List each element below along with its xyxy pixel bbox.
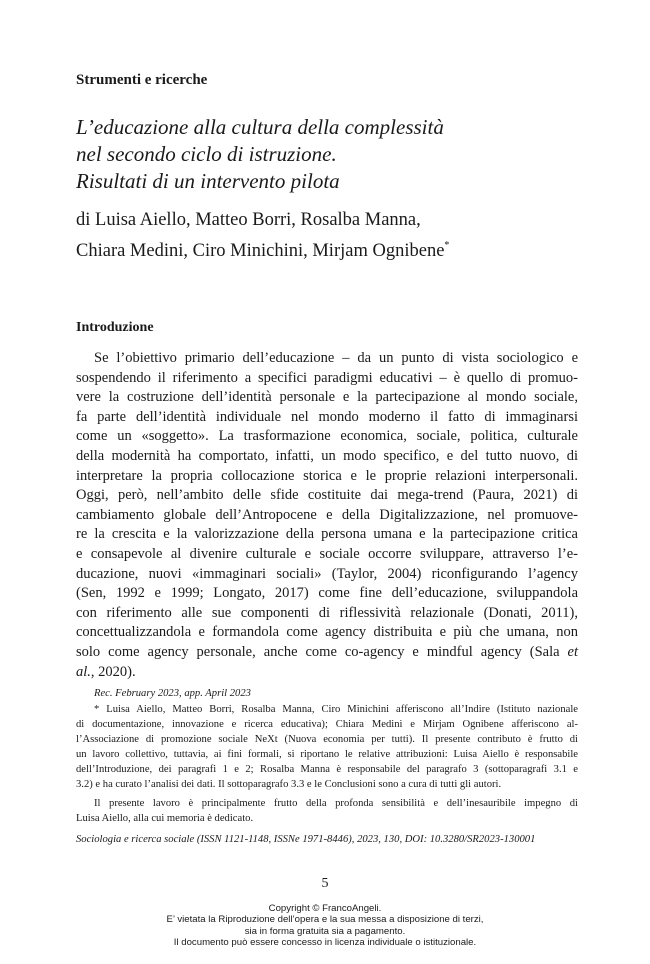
- title-line: Risultati di un intervento pilota: [76, 169, 340, 193]
- copyright-line: sia in forma gratuita sia a pagamento.: [244, 925, 406, 937]
- authors-line: Chiara Medini, Ciro Minichini, Mirjam Ognibene: [76, 241, 445, 261]
- page-number: 5: [321, 876, 329, 891]
- copyright-notice: [0, 903, 650, 949]
- body-line: concettualizzandola e formandola come agency distribuita e più che umana, non: [76, 624, 578, 641]
- section-heading: Introduzione: [76, 320, 154, 335]
- body-line: della modernità ha comportato, infatti, un modo specifico, e del tutto nuovo, di: [76, 447, 578, 464]
- citation-et: et: [567, 643, 578, 660]
- body-line: e consapevole al divenire culturale e sociale occorre sviluppare, attraverso l’e-: [76, 545, 578, 562]
- body-line: (Sen, 1992 e 1999; Longato, 2017) come fine dell’educazione, sviluppandola: [76, 585, 578, 602]
- body-line: Oggi, però, nell’ambito delle sfide costituite dai mega-trend (Paura, 2021) di: [76, 487, 578, 504]
- body-line: vere la costruzione dell’identità personale e la partecipazione al mondo sociale,: [76, 389, 578, 406]
- footnote-line: l’Associazione di promozione sociale NeXt (Nuova economia per tutti). Il presente contributo è frutto di: [76, 734, 578, 745]
- authors-line: di Luisa Aiello, Matteo Borri, Rosalba Manna,: [76, 210, 421, 230]
- citation-year: , 2020).: [90, 663, 136, 680]
- dedication-line: Il presente lavoro è principalmente frutto della profonda sensibilità e dell’inesauribile impegno di: [94, 798, 578, 809]
- copyright-line: Copyright © FrancoAngeli.: [268, 903, 382, 914]
- authors: [76, 208, 449, 264]
- authors-line-2: [76, 233, 449, 264]
- body-line: cambiamento globale dell’Antropocene e della Digitalizzazione, nel promuove-: [76, 506, 578, 523]
- body-line: re la crescita e la valorizzazione della persona umana e la partecipazione critica: [76, 526, 578, 543]
- title-line: nel secondo ciclo di istruzione.: [76, 142, 337, 166]
- title-line: L’educazione alla cultura della complessità: [76, 115, 444, 139]
- copyright-line: E’ vietata la Riproduzione dell’opera e la sua messa a disposizione di terzi,: [166, 914, 484, 926]
- body-line: Se l’obiettivo primario dell’educazione – da un punto di vista sociologico e: [94, 350, 578, 366]
- body-line: fa parte dell’identità individuale nel mondo moderno il fatto di immaginarsi: [76, 408, 578, 425]
- body-line: interpretare la propria collocazione storica e le proprie relazioni interpersonali.: [76, 467, 578, 484]
- body-paragraph: [76, 349, 578, 682]
- footnote-line: un lavoro collettivo, tuttavia, ai fini formali, si riportano le relative attribuzioni: Luisa Aiello è responsabile: [76, 749, 578, 760]
- section-label: Strumenti e ricerche: [76, 72, 208, 88]
- body-line-with-citation: [76, 643, 578, 663]
- footnote-line: di documentazione, innovazione e ricerca educativa); Chiara Medini e Mirjam Ognibene afferiscono al-: [76, 719, 578, 730]
- footnote-line: dell’Introduzione, dei paragrafi 1 e 2; Rosalba Manna è responsabile del paragrafo 3 (sottoparagrafi 3.1 e: [76, 764, 578, 775]
- footnote-marker: *: [444, 240, 450, 251]
- copyright-line: Il documento può essere concesso in licenza individuale o istituzionale.: [173, 937, 477, 949]
- body-line: come un «soggetto». La trasformazione economica, sociale, politica, culturale: [76, 428, 578, 445]
- received-date: Rec. February 2023, app. April 2023: [94, 688, 251, 699]
- body-line: ducazione, nuovi «immaginari sociali» (Taylor, 2004) riconfigurando l’agency: [76, 565, 578, 582]
- body-line: sospendendo il riferimento a specifici paradigmi educativi – è quello di promuo-: [76, 369, 578, 386]
- article-title: [76, 114, 444, 195]
- dedication-line: Luisa Aiello, alla cui memoria è dedicato.: [76, 813, 254, 824]
- footnote-line: * Luisa Aiello, Matteo Borri, Rosalba Manna, Ciro Minichini afferiscono all’Indire (Istituto nazionale: [94, 704, 578, 715]
- journal-reference: Sociologia e ricerca sociale (ISSN 1121-1148, ISSNe 1971-8446), 2023, 130, DOI: 10.3280/SR2023-130001: [76, 834, 536, 845]
- body-final-line: [76, 663, 578, 683]
- footnote-line: 3.2) e ha curato l’analisi dei dati. Il sottoparagrafo 3.3 e le Conclusioni sono a cura di tutti gli autori.: [76, 779, 502, 790]
- body-line: solo come agency personale, anche come co-agency e mindful agency (Sala: [76, 643, 568, 660]
- body-line: con riferimento alle sue componenti di riflessività relazionale (Donati, 2011),: [76, 604, 578, 621]
- footnotes: [76, 686, 578, 826]
- citation-al: al.: [76, 663, 91, 680]
